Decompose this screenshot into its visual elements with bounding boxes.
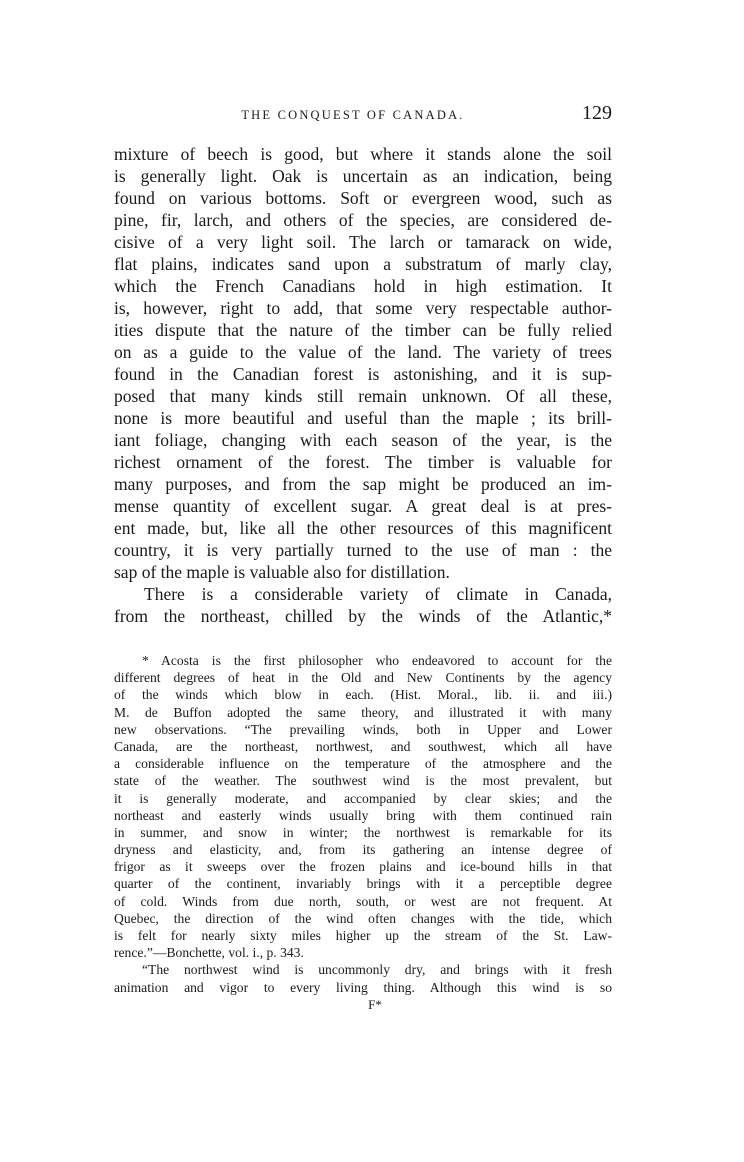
body-line: posed that many kinds still remain unknown. Of all these, xyxy=(114,386,612,406)
body-line: found on various bottoms. Soft or evergreen wood, such as xyxy=(114,188,612,208)
page-number: 129 xyxy=(582,102,612,124)
footnote-line: dryness and elasticity, and, from its gathering an intense degree of xyxy=(114,842,612,858)
running-title: THE CONQUEST OF CANADA. xyxy=(241,108,465,122)
footnote-line: frigor as it sweeps over the frozen plains and ice-bound hills in that xyxy=(114,859,612,875)
footnote-line: M. de Buffon adopted the same theory, and illustrated it with many xyxy=(114,704,612,720)
body-text xyxy=(114,143,612,627)
footnote-line: in summer, and snow in winter; the northwest is remarkable for its xyxy=(114,824,612,840)
body-line: from the northeast, chilled by the winds of the Atlantic,* xyxy=(114,606,612,626)
footnote-line: animation and vigor to every living thing. Although this wind is so xyxy=(114,979,612,995)
footnote-line: Quebec, the direction of the wind often changes with the tide, which xyxy=(114,910,612,926)
footnote-line: quarter of the continent, invariably brings with it a perceptible degree xyxy=(114,876,612,892)
body-line: ities dispute that the nature of the timber can be fully relied xyxy=(114,320,612,340)
body-line: pine, fir, larch, and others of the species, are considered de- xyxy=(114,210,612,230)
body-line: is, however, right to add, that some very respectable author- xyxy=(114,298,612,318)
footnote-line: rence.”—Bonchette, vol. i., p. 343. xyxy=(114,945,304,961)
body-line: sap of the maple is valuable also for distillation. xyxy=(114,562,450,582)
signature-mark: F* xyxy=(368,997,382,1012)
body-line: country, it is very partially turned to the use of man : the xyxy=(114,540,612,560)
body-line: richest ornament of the forest. The timber is valuable for xyxy=(114,452,612,472)
footnote-line: it is generally moderate, and accompanied by clear skies; and the xyxy=(114,790,612,806)
footnote-line: is felt for nearly sixty miles higher up the stream of the St. Law- xyxy=(114,928,612,943)
body-line: There is a considerable variety of climate in Canada, xyxy=(144,584,612,604)
body-line: found in the Canadian forest is astonishing, and it is sup- xyxy=(114,364,612,384)
footnotes xyxy=(114,652,612,996)
footnote-line: northeast and easterly winds usually bring with them continued rain xyxy=(114,807,612,823)
body-line: mixture of beech is good, but where it stands alone the soil xyxy=(114,144,612,164)
body-line: mense quantity of excellent sugar. A great deal is at pres- xyxy=(114,496,612,516)
body-line: cisive of a very light soil. The larch or tamarack on wide, xyxy=(114,232,612,252)
body-line: iant foliage, changing with each season of the year, is the xyxy=(114,430,612,450)
footnote-line: of cold. Winds from due north, south, or west are not frequent. At xyxy=(114,893,612,909)
footnote-line: new observations. “The prevailing winds, both in Upper and Lower xyxy=(114,721,612,737)
footnote-line: * Acosta is the first philosopher who endeavored to account for the xyxy=(142,653,612,668)
footnote-line: state of the weather. The southwest wind is the most prevalent, but xyxy=(114,773,612,789)
body-line: which the French Canadians hold in high estimation. It xyxy=(114,276,612,296)
footnote-line: a considerable influence on the temperature of the atmosphere and the xyxy=(114,756,612,772)
body-line: flat plains, indicates sand upon a substratum of marly clay, xyxy=(114,254,612,274)
body-line: is generally light. Oak is uncertain as an indication, being xyxy=(114,166,612,186)
body-line: many purposes, and from the sap might be produced an im- xyxy=(114,474,612,494)
body-line: none is more beautiful and useful than the maple ; its brill- xyxy=(114,408,612,428)
body-line: on as a guide to the value of the land. The variety of trees xyxy=(114,342,612,362)
body-line: ent made, but, like all the other resources of this magnificent xyxy=(114,518,612,538)
footnote-line: of the winds which blow in each. (Hist. Moral., lib. ii. and iii.) xyxy=(114,687,612,703)
footnote-line: Canada, are the northeast, northwest, and southwest, which all have xyxy=(114,738,612,754)
footnote-line: different degrees of heat in the Old and New Continents by the agency xyxy=(114,670,612,686)
running-head xyxy=(114,104,612,130)
footnote-line: “The northwest wind is uncommonly dry, and brings with it fresh xyxy=(142,962,612,978)
